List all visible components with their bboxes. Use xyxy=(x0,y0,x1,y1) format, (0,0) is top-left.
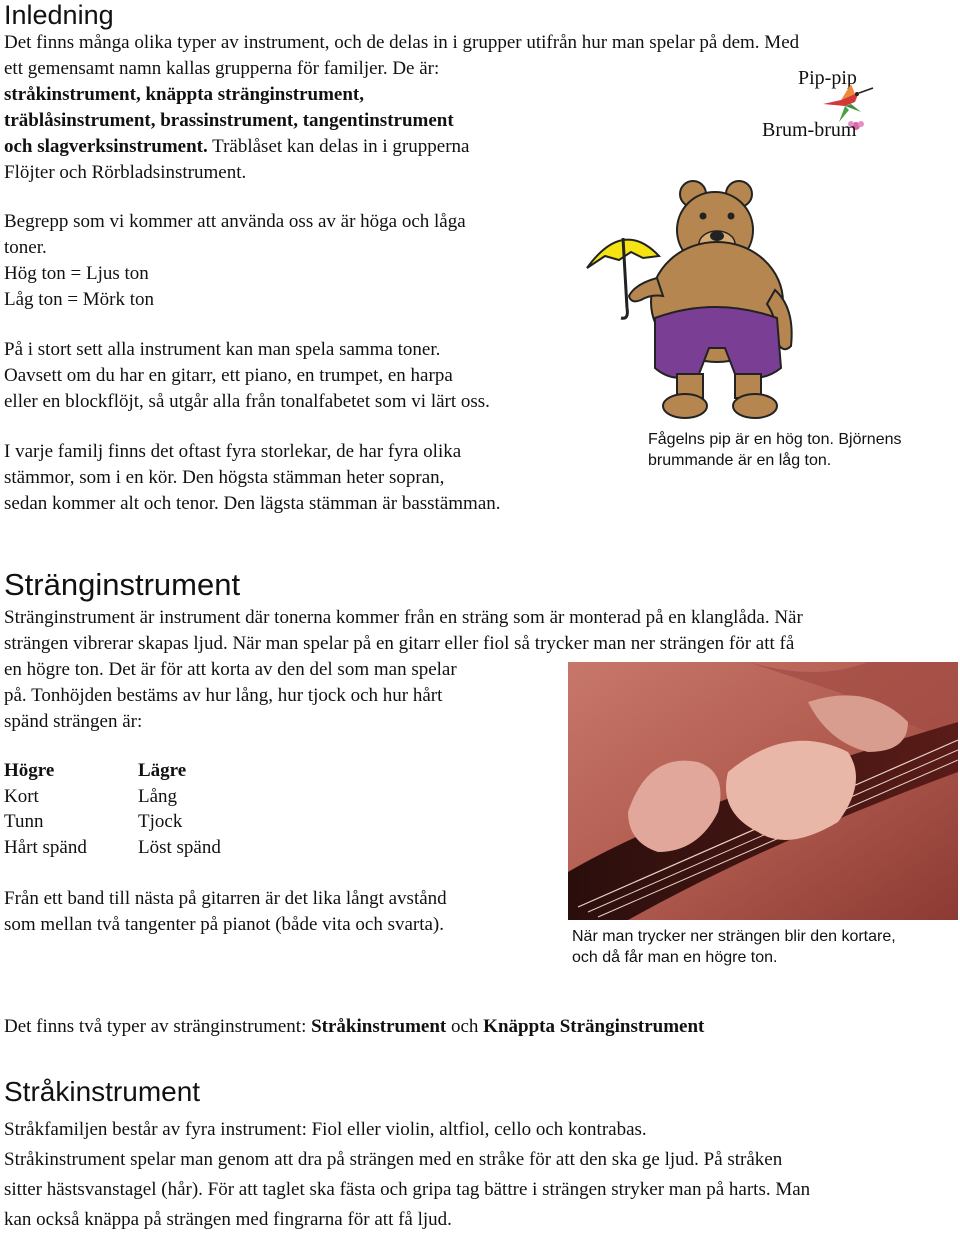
table-cell: Hårt spänd xyxy=(4,836,87,858)
bowed-line: Stråkinstrument spelar man genom att dra på strängen med en stråke för att den ska ge ljud. På stråken xyxy=(4,1149,783,1170)
string-types-text: Det finns två typer av stränginstrument: xyxy=(4,1016,312,1037)
bear-sound-label: Brum-brum xyxy=(762,119,857,141)
photo-caption-line: och då får man en högre ton. xyxy=(572,949,778,966)
bear-illustration xyxy=(585,178,805,426)
intro-heading: Inledning xyxy=(4,0,114,30)
table-cell: Löst spänd xyxy=(138,836,221,858)
alphabet-line: eller en blockflöjt, så utgår alla från tonalfabetet som vi lärt oss. xyxy=(4,391,490,412)
fret-paragraph xyxy=(4,886,564,938)
families-line: stråkinstrument, knäppta stränginstrument, xyxy=(4,84,364,105)
pitch-table-header xyxy=(4,758,221,784)
alphabet-line: På i stort sett alla instrument kan man spela samma toner. xyxy=(4,339,441,360)
alphabet-paragraph xyxy=(4,337,604,415)
concepts-paragraph xyxy=(4,209,604,313)
bear-caption-line: brummande är en låg ton. xyxy=(648,452,832,469)
concepts-line: Begrepp som vi kommer att använda oss av är höga och låga xyxy=(4,211,466,232)
string-type-plucked: Knäppta Stränginstrument xyxy=(483,1016,705,1037)
intro-line: Det finns många olika typer av instrument, och de delas in i grupper utifrån hur man spelar på dem. Med xyxy=(4,32,800,53)
strings-line: på. Tonhöjden bestäms av hur lång, hur tjock och hur hårt xyxy=(4,685,443,706)
table-cell: Tunn xyxy=(4,811,44,832)
bowed-paragraph xyxy=(4,1115,954,1235)
string-types-text: och xyxy=(446,1016,484,1037)
concepts-line: toner. xyxy=(4,237,47,258)
guitar-hand-photo xyxy=(568,662,958,920)
fret-line: som mellan två tangenter på pianot (både vita och svarta). xyxy=(4,914,445,935)
string-type-bowed: Stråkinstrument xyxy=(311,1016,447,1037)
alphabet-line: Oavsett om du har en gitarr, ett piano, en trumpet, en harpa xyxy=(4,365,453,386)
low-tone-definition: Låg ton = Mörk ton xyxy=(4,289,155,310)
strings-line: spänd strängen är: xyxy=(4,711,143,732)
woodwind-note: Träblåset kan delas in i grupperna xyxy=(207,136,470,157)
table-cell: Tjock xyxy=(138,811,183,832)
high-tone-definition: Hög ton = Ljus ton xyxy=(4,263,149,284)
strings-line: strängen vibrerar skapas ljud. När man spelar på en gitarr eller fiol så trycker man ner strängen för att få xyxy=(4,633,795,654)
bowed-heading: Stråkinstrument xyxy=(4,1076,201,1107)
bowed-line: Stråkfamiljen består av fyra instrument: Fiol eller violin, altfiol, cello och kontrabas. xyxy=(4,1119,647,1140)
families-line: och slagverksinstrument. xyxy=(4,136,208,157)
pitch-table-header-cell: Högre xyxy=(4,760,55,781)
strings-line: Stränginstrument är instrument där tonerna kommer från en sträng som är monterad på en klanglåda. När xyxy=(4,607,803,628)
sizes-paragraph xyxy=(4,439,604,517)
table-row xyxy=(4,809,221,835)
bear-caption-line: Fågelns pip är en hög ton. Björnens xyxy=(648,431,902,448)
strings-heading: Stränginstrument xyxy=(4,567,241,602)
sizes-line: sedan kommer alt och tenor. Den lägsta stämman är basstämman. xyxy=(4,493,501,514)
strings-line: en högre ton. Det är för att korta av den del som man spelar xyxy=(4,659,457,680)
fret-line: Från ett band till nästa på gitarren är det lika långt avstånd xyxy=(4,888,447,909)
bear-caption xyxy=(648,429,948,471)
photo-caption xyxy=(572,926,957,968)
photo-caption-line: När man trycker ner strängen blir den kortare, xyxy=(572,928,896,945)
families-paragraph xyxy=(4,82,604,186)
bird-sound-label: Pip-pip xyxy=(798,67,857,89)
families-line: träblåsinstrument, brassinstrument, tangentinstrument xyxy=(4,110,454,131)
woodwind-note: Flöjter och Rörbladsinstrument. xyxy=(4,162,247,183)
intro-line: ett gemensamt namn kallas grupperna för familjer. De är: xyxy=(4,58,440,79)
bowed-line: kan också knäppa på strängen med fingrarna för att få ljud. xyxy=(4,1209,452,1230)
pitch-table xyxy=(4,758,221,860)
pitch-table-header-cell: Lägre xyxy=(138,760,187,781)
string-types-sentence xyxy=(4,1014,954,1040)
bowed-line: sitter hästsvanstagel (hår). För att taglet ska fästa och gripa tag bättre i strängen stryker man på harts. Man xyxy=(4,1179,811,1200)
table-cell: Kort xyxy=(4,785,39,807)
sizes-line: stämmor, som i en kör. Den högsta stämman heter sopran, xyxy=(4,467,445,488)
table-row xyxy=(4,835,221,861)
table-cell: Lång xyxy=(138,785,178,807)
table-row xyxy=(4,784,221,810)
sizes-line: I varje familj finns det oftast fyra storlekar, de har fyra olika xyxy=(4,441,462,462)
